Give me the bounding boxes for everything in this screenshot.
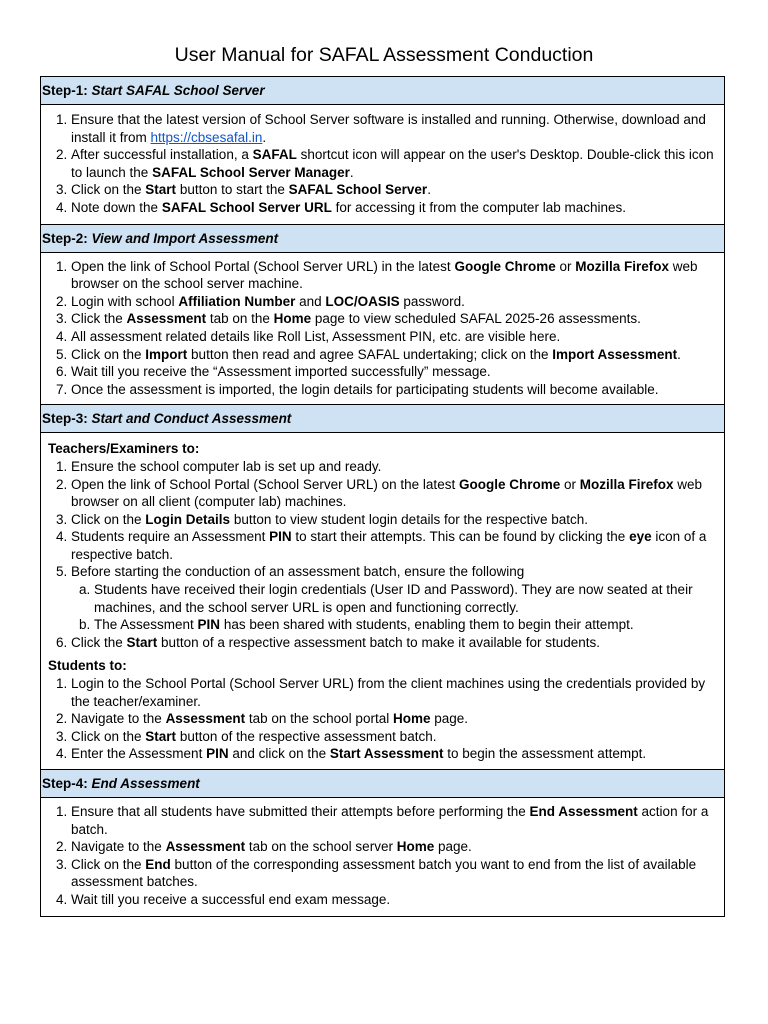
cbsesafal-link[interactable]: https://cbsesafal.in xyxy=(150,129,263,145)
step-4-content xyxy=(41,798,724,916)
list-item: 2. Navigate to the Assessment tab on the school portal Home page. xyxy=(71,710,724,728)
list-item: 1. Ensure the school computer lab is set up and ready. xyxy=(71,458,724,476)
list-item: 4. Enter the Assessment PIN and click on the Start Assessment to begin the assessment attempt. xyxy=(71,745,724,763)
step-2-header xyxy=(41,225,724,253)
list-item: 3. Click on the Start button of the respective assessment batch. xyxy=(71,728,724,746)
list-item: 4. Note down the SAFAL School Server URL for accessing it from the computer lab machines. xyxy=(71,199,724,217)
list-item: 4. Students require an Assessment PIN to start their attempts. This can be found by clicking the eye icon of a respective batch. xyxy=(71,528,724,563)
step-1-list xyxy=(41,111,724,217)
students-label: Students to: xyxy=(48,658,127,674)
list-item: 3. Click on the Start button to start the SAFAL School Server. xyxy=(71,181,724,199)
students-list xyxy=(41,675,724,763)
step-4-list xyxy=(41,803,724,909)
step-2-prefix: Step-2: xyxy=(42,230,92,246)
list-item: 2. Navigate to the Assessment tab on the school server Home page. xyxy=(71,838,724,856)
list-item: 5. Click on the Import button then read and agree SAFAL undertaking; click on the Import Assessment. xyxy=(71,346,724,364)
step-1-header xyxy=(41,77,724,105)
step-3-header xyxy=(41,405,724,433)
teachers-sublist xyxy=(71,581,724,634)
step-1-prefix: Step-1: xyxy=(42,83,92,98)
manual-table xyxy=(40,76,725,917)
teachers-list xyxy=(41,458,724,652)
list-item: 1. Login to the School Portal (School Server URL) from the client machines using the credentials provided by the teacher/examiner. xyxy=(71,675,724,710)
step-3-content xyxy=(41,433,724,770)
list-item: 6. Click the Start button of a respective assessment batch to make it available for students. xyxy=(71,634,724,652)
list-item: 2. Open the link of School Portal (School Server URL) on the latest Google Chrome or Mozilla Firefox web browser on all client (computer lab) machines. xyxy=(71,476,724,511)
step-2-list xyxy=(41,258,724,399)
step-4-prefix: Step-4: xyxy=(42,776,92,791)
list-item: 2. After successful installation, a SAFAL shortcut icon will appear on the user's Desktop. Double-click this icon to launch the SAFAL School Server Manager. xyxy=(71,146,724,181)
step-2-title: View and Import Assessment xyxy=(91,230,279,246)
sub-list-item: b. The Assessment PIN has been shared with students, enabling them to begin their attempt. xyxy=(94,616,724,634)
step-3-prefix: Step-3: xyxy=(42,411,92,427)
list-item: 1. Ensure that the latest version of School Server software is installed and running. Otherwise, download and install it from https://cbsesafal.in. xyxy=(71,111,724,146)
list-item: 3. Click on the End button of the corresponding assessment batch you want to end from the list of available assessment batches. xyxy=(71,856,724,891)
step-4-header xyxy=(41,770,724,798)
step-1-content xyxy=(41,105,724,225)
step-4-title: End Assessment xyxy=(91,776,200,791)
sub-list-item: a. Students have received their login credentials (User ID and Password). They are now seated at their machines, and the school server URL is open and functioning correctly. xyxy=(94,581,724,616)
step-1-title: Start SAFAL School Server xyxy=(91,83,265,98)
step-3-title: Start and Conduct Assessment xyxy=(91,411,292,427)
list-item: 1. Ensure that all students have submitted their attempts before performing the End Assessment action for a batch. xyxy=(71,803,724,838)
list-item: 5. Before starting the conduction of an assessment batch, ensure the following a. Students have received their login credentials (User ID and Password). They are now seated at their machines, and the school server URL is open and functioning correctly. b. The Assessment PIN has been shared with students, enabling them to begin their attempt. xyxy=(71,563,724,633)
list-item: 3. Click on the Login Details button to view student login details for the respective batch. xyxy=(71,511,724,529)
list-item: 4. All assessment related details like Roll List, Assessment PIN, etc. are visible here. xyxy=(71,328,724,346)
list-item: 3. Click the Assessment tab on the Home page to view scheduled SAFAL 2025-26 assessments. xyxy=(71,310,724,328)
list-item: 7. Once the assessment is imported, the login details for participating students will become available. xyxy=(71,381,724,399)
step-2-content xyxy=(41,253,724,406)
list-item: 2. Login with school Affiliation Number and LOC/OASIS password. xyxy=(71,293,724,311)
page-title: User Manual for SAFAL Assessment Conduction xyxy=(174,44,594,66)
list-item: 4. Wait till you receive a successful end exam message. xyxy=(71,891,724,909)
teachers-label: Teachers/Examiners to: xyxy=(48,441,200,457)
list-item: 1. Open the link of School Portal (School Server URL) in the latest Google Chrome or Mozilla Firefox web browser on the school server machine. xyxy=(71,258,724,293)
list-item: 6. Wait till you receive the “Assessment imported successfully” message. xyxy=(71,363,724,381)
